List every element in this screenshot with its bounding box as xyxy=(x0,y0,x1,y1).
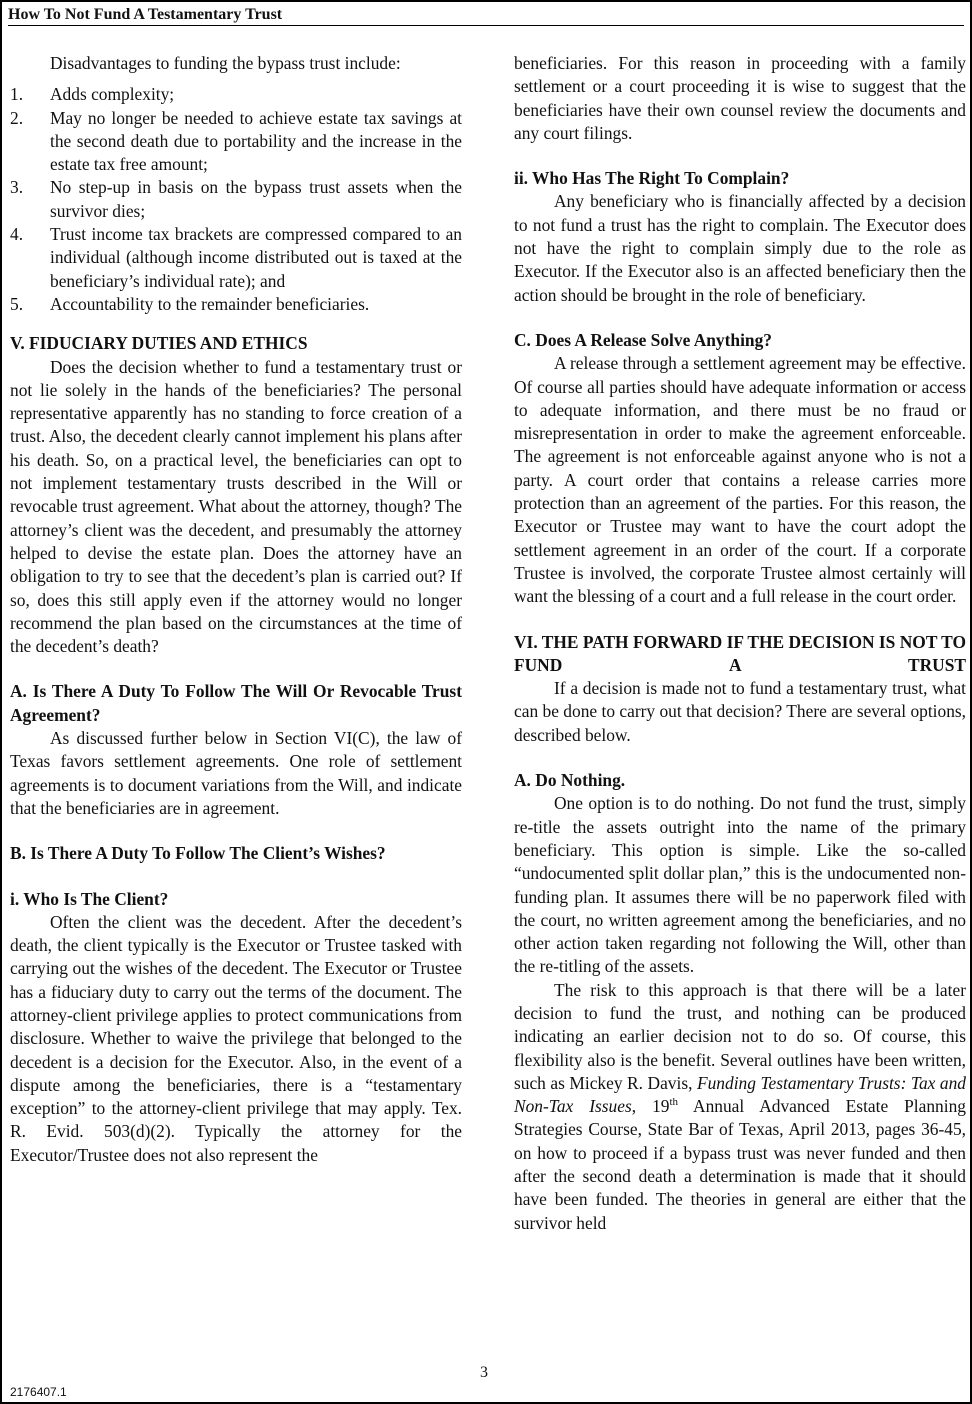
continued-paragraph: beneficiaries. For this reason in proceeding with a family settlement or a court proceeding it is wise to suggest that the beneficiaries have their own counsel review the documents and any court filings. xyxy=(514,53,966,143)
disadvantages-list xyxy=(10,83,462,316)
section-vi-a-body-2: The risk to this approach is that there will be a later decision to fund the trust, and nothing can be produced indicating an earlier decision not to do so. Of course, this flexibility also is the benefit. Several outlines have been written, such as Mickey R. Davis, Funding Testamentary Trusts: Tax and Non-Tax Issues, 19th Annual Advanced Estate Planning Strategies Course, State Bar of Texas, April 2013, pages 36-45, on how to proceed if a bypass trust was never funded and then after the second death a determination is made that it should have been funded. The theories in general are either that the survivor held xyxy=(514,979,966,1233)
header-title: How To Not Fund A Testamentary Trust xyxy=(8,6,283,23)
section-b-i-body: Often the client was the decedent. After the decedent’s death, the client typically is the Executor or Trustee tasked with carrying out the wishes of the decedent. The Executor or Trustee has a fiduciary duty to carry out the terms of the document. The attorney-client privilege applies to protect communications from disclosure. Whether to waive the privilege that belonged to the decedent is a decision for the Executor. Also, in the event of a dispute among the beneficiaries, there is a “testamentary exception” to the attorney-client privilege that may apply. Tex. R. Evid. 503(d)(2). Typically the attorney for the Executor/Trustee does not also represent the xyxy=(10,911,462,1165)
section-c-body: A release through a settlement agreement may be effective. Of course all parties should have adequate information or access to adequate information, and there must be no fraud or misrepresentation in order to make the agreement enforceable. The agreement is not enforceable against anyone who is not a party. A court order that contains a release carries more protection than an agreement of the parties. For this reason, the Executor or Trustee may want to have the court adopt the settlement agreement in an order of the court. If a corporate Trustee is involved, the corporate Trustee almost certainly will want the blessing of a court and a full release in the court order. xyxy=(514,353,966,607)
citation-title: Funding Testamentary Trusts: Tax and Non-Tax Issues xyxy=(514,1072,966,1117)
list-item: 1. Adds complexity; xyxy=(10,84,175,105)
section-v-body: Does the decision whether to fund a testamentary trust or not lie solely in the hands of the beneficiaries? The personal representative apparently has no standing to force creation of a trust. Also, the decedent clearly cannot implement his plans after his death. So, on a practical level, the beneficiaries can opt to not implement testamentary trusts described in the Will or revocable trust agreement. What about the attorney, though? The attorney’s client was the decedent, and presumably the attorney helped to devise the estate plan. Does the attorney have an obligation to try to see that the decedent’s plan is carried out? If so, does this still apply even if the attorney would no longer recommend the plan based on the circumstances at the time of the decedent’s death? xyxy=(10,356,462,657)
section-v-heading: V. FIDUCIARY DUTIES AND ETHICS xyxy=(10,333,308,354)
list-item: 4. Trust income tax brackets are compressed compared to an individual (although income distributed out is taxed at the beneficiary’s individual rate); and xyxy=(10,224,462,291)
document-id: 2176407.1 xyxy=(10,1385,67,1399)
section-c-heading: C. Does A Release Solve Anything? xyxy=(514,329,772,350)
header-corner-rule xyxy=(946,5,964,26)
running-header xyxy=(8,5,964,26)
section-vi-a-heading: A. Do Nothing. xyxy=(514,770,626,791)
list-item: 5. Accountability to the remainder beneficiaries. xyxy=(10,293,370,314)
section-a-heading: A. Is There A Duty To Follow The Will Or Revocable Trust Agreement? xyxy=(10,681,462,725)
disadvantages-intro: Disadvantages to funding the bypass trust include: xyxy=(50,53,401,73)
section-vi-heading: VI. THE PATH FORWARD IF THE DECISION IS NOT TO FUND A TRUST xyxy=(514,631,966,675)
section-vi-a-body-1: One option is to do nothing. Do not fund the trust, simply re-title the assets outright into the name of the primary beneficiary. This option is simple. Like the so-called “undocumented split dollar plan,” this is the undocumented non-funding plan. It assumes there will be no paperwork filed with the court, no written agreement among the beneficiaries, and no other action taken regarding not following the Will, other than the re-titling of the assets. xyxy=(514,793,966,977)
list-item: 3. No step-up in basis on the bypass trust assets when the survivor dies; xyxy=(10,177,462,221)
section-b-i-heading: i. Who Is The Client? xyxy=(10,888,169,909)
section-vi-body: If a decision is made not to fund a testamentary trust, what can be done to carry out that decision? There are several options, described below. xyxy=(514,678,966,745)
section-b-ii-body: Any beneficiary who is financially affected by a decision to not fund a trust has the right to complain. The Executor does not have the right to complain simply due to the role as Executor. If the Executor also is an affected beneficiary then the action should be brought in the role of beneficiary. xyxy=(514,191,966,305)
list-item: 2. May no longer be needed to achieve estate tax savings at the second death due to portability and the increase in the estate tax free amount; xyxy=(10,107,462,175)
right-column xyxy=(514,52,966,1235)
section-b-heading: B. Is There A Duty To Follow The Client’s Wishes? xyxy=(10,843,386,864)
left-column xyxy=(10,52,462,1167)
section-b-ii-heading: ii. Who Has The Right To Complain? xyxy=(514,168,790,189)
page-number: 3 xyxy=(480,1364,488,1381)
section-a-body: As discussed further below in Section VI(C), the law of Texas favors settlement agreements. One role of settlement agreements is to document variations from the Will, and indicate that the beneficiaries are in agreement. xyxy=(10,728,462,818)
